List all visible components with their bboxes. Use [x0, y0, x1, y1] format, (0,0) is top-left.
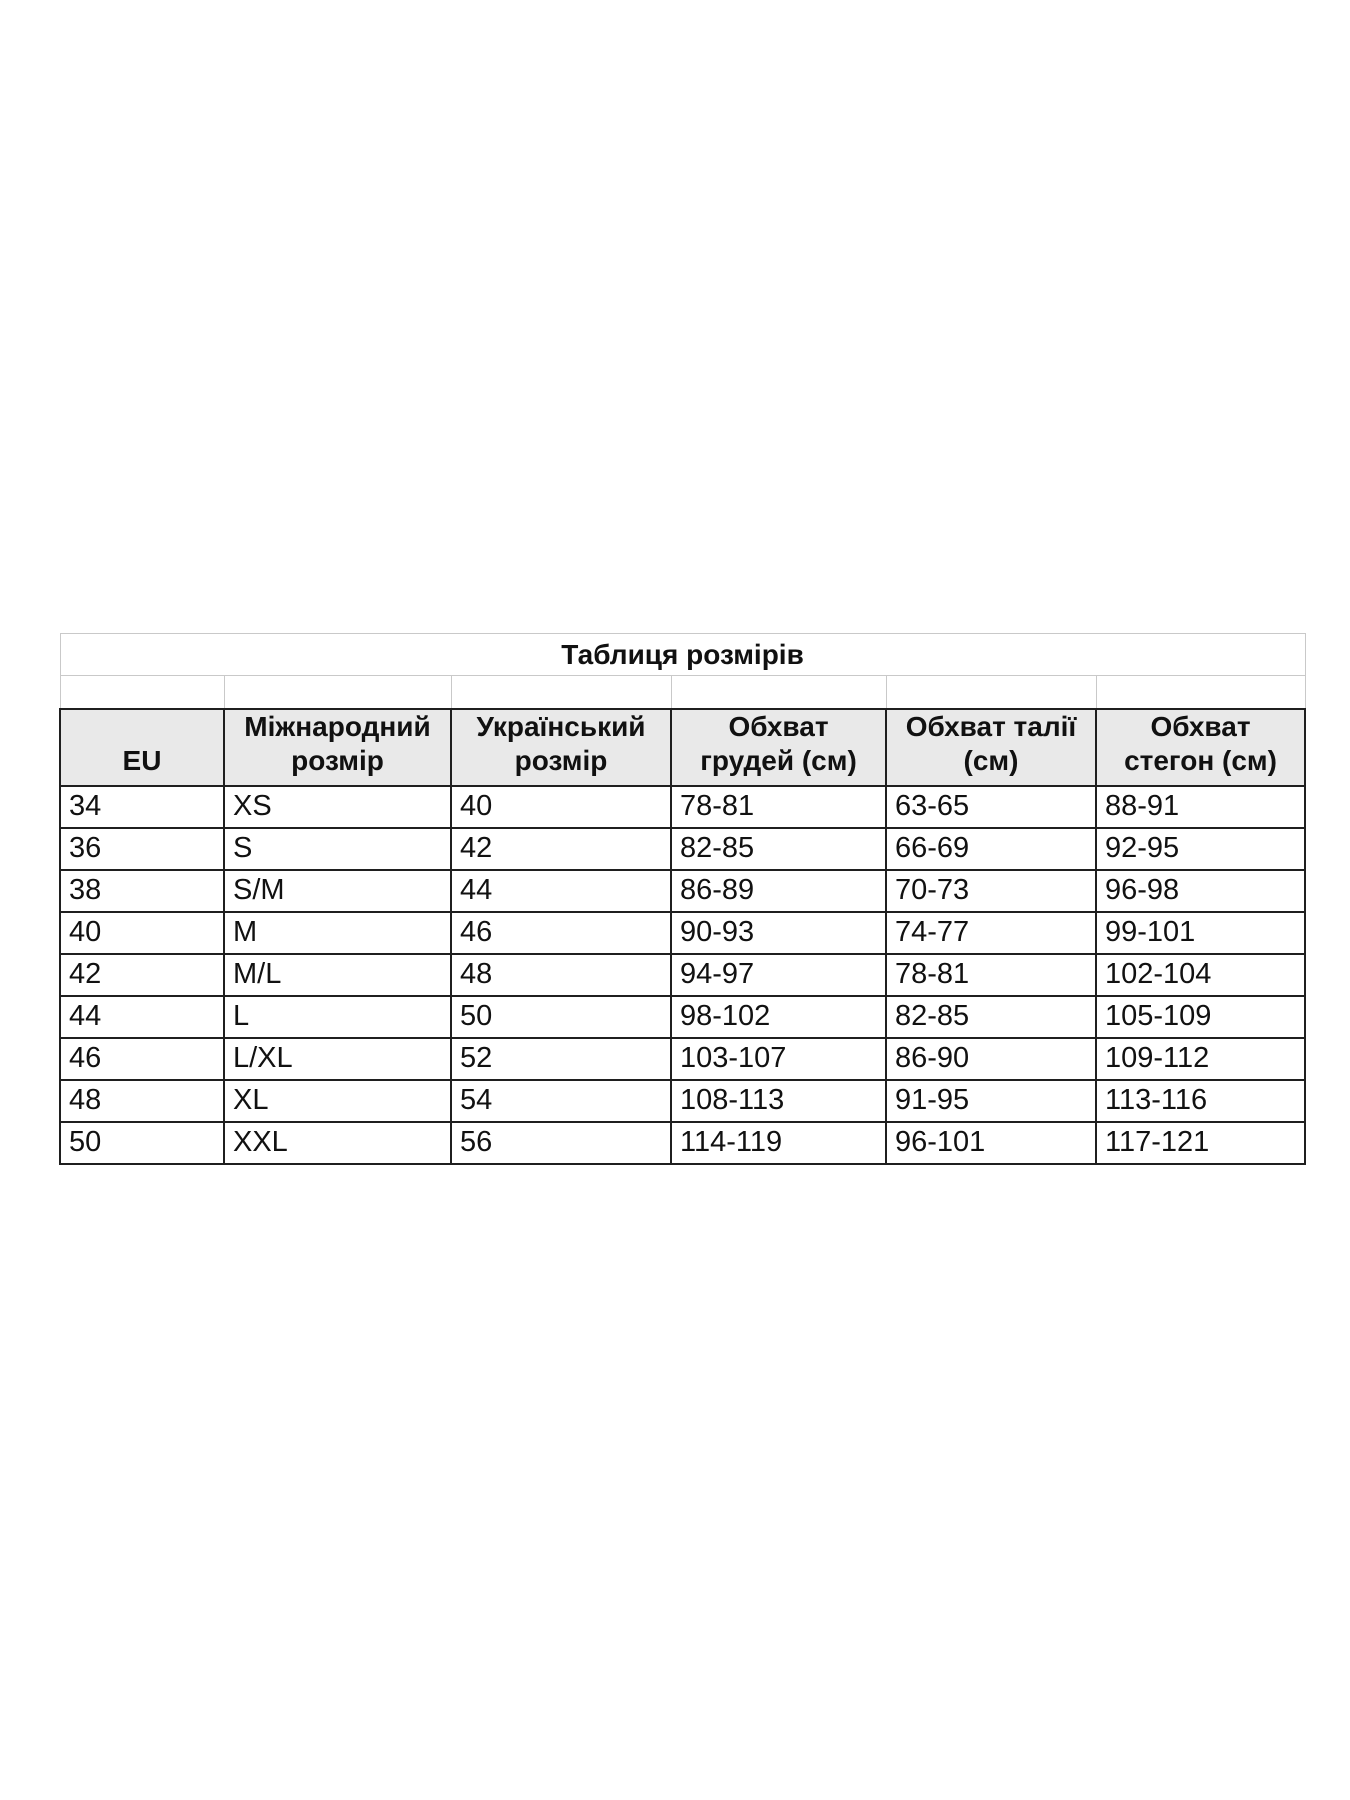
- table-row: [60, 1080, 1305, 1122]
- table-row: [60, 996, 1305, 1038]
- header-line: Обхват: [728, 710, 829, 742]
- table-cell: 103-107: [671, 1038, 886, 1080]
- spacer-cell: [1096, 676, 1305, 709]
- table-cell: 96-98: [1096, 870, 1305, 912]
- table-cell: 50: [451, 996, 671, 1038]
- table-cell: 50: [60, 1122, 224, 1164]
- table-cell: 86-89: [671, 870, 886, 912]
- header-line: Обхват: [1150, 710, 1251, 742]
- table-cell: 42: [451, 828, 671, 870]
- table-cell: 52: [451, 1038, 671, 1080]
- table-cell: 114-119: [671, 1122, 886, 1164]
- header-line: розмір: [514, 744, 608, 776]
- table-cell: 92-95: [1096, 828, 1305, 870]
- table-cell: 86-90: [886, 1038, 1096, 1080]
- table-cell: 46: [451, 912, 671, 954]
- table-cell: 113-116: [1096, 1080, 1305, 1122]
- column-header-ukrainian-size: [451, 709, 671, 786]
- table-cell: 42: [60, 954, 224, 996]
- spacer-cell: [60, 676, 224, 709]
- table-row: [60, 828, 1305, 870]
- spacer-cell: [886, 676, 1096, 709]
- table-cell: L/XL: [224, 1038, 451, 1080]
- table-cell: 78-81: [671, 786, 886, 828]
- column-header-hips: [1096, 709, 1305, 786]
- column-header-waist: [886, 709, 1096, 786]
- table-cell: M/L: [224, 954, 451, 996]
- spacer-cell: [451, 676, 671, 709]
- table-cell: 94-97: [671, 954, 886, 996]
- table-cell: 56: [451, 1122, 671, 1164]
- table-cell: 88-91: [1096, 786, 1305, 828]
- table-cell: 102-104: [1096, 954, 1305, 996]
- table-cell: 44: [451, 870, 671, 912]
- table-cell: 105-109: [1096, 996, 1305, 1038]
- table-cell: S/M: [224, 870, 451, 912]
- table-cell: XL: [224, 1080, 451, 1122]
- header-line: Міжнародний: [244, 710, 431, 742]
- table-row: [60, 870, 1305, 912]
- table-cell: 96-101: [886, 1122, 1096, 1164]
- table-cell: 48: [60, 1080, 224, 1122]
- table-cell: 78-81: [886, 954, 1096, 996]
- table-row: [60, 1038, 1305, 1080]
- table-cell: 98-102: [671, 996, 886, 1038]
- column-header-international-size: [224, 709, 451, 786]
- size-table: [59, 633, 1306, 1165]
- column-header-eu: [60, 709, 224, 786]
- table-cell: 99-101: [1096, 912, 1305, 954]
- table-title-row: [60, 634, 1305, 676]
- column-header-chest: [671, 709, 886, 786]
- table-title: Таблиця розмірів: [60, 634, 1305, 676]
- table-cell: 108-113: [671, 1080, 886, 1122]
- table-cell: 90-93: [671, 912, 886, 954]
- table-cell: 48: [451, 954, 671, 996]
- spacer-row: [60, 676, 1305, 709]
- table-cell: 82-85: [671, 828, 886, 870]
- table-cell: 70-73: [886, 870, 1096, 912]
- header-row: [60, 709, 1305, 786]
- table-cell: 54: [451, 1080, 671, 1122]
- table-cell: 109-112: [1096, 1038, 1305, 1080]
- table-cell: 40: [451, 786, 671, 828]
- header-line: стегон (см): [1124, 744, 1277, 776]
- table-cell: 117-121: [1096, 1122, 1305, 1164]
- table-row: [60, 1122, 1305, 1164]
- table-cell: 74-77: [886, 912, 1096, 954]
- table-cell: 46: [60, 1038, 224, 1080]
- header-line: Обхват талії: [905, 710, 1077, 742]
- header-line: розмір: [291, 744, 384, 776]
- table-cell: 44: [60, 996, 224, 1038]
- table-cell: L: [224, 996, 451, 1038]
- table-cell: 34: [60, 786, 224, 828]
- table-cell: 63-65: [886, 786, 1096, 828]
- table-row: [60, 954, 1305, 996]
- table-row: [60, 912, 1305, 954]
- header-line: (см): [963, 744, 1019, 776]
- table-cell: S: [224, 828, 451, 870]
- table-cell: 40: [60, 912, 224, 954]
- spacer-cell: [224, 676, 451, 709]
- header-line: Український: [476, 710, 646, 742]
- header-line: EU: [122, 744, 162, 776]
- table-cell: 36: [60, 828, 224, 870]
- table-cell: 66-69: [886, 828, 1096, 870]
- table-cell: 38: [60, 870, 224, 912]
- table-cell: XXL: [224, 1122, 451, 1164]
- header-line: грудей (см): [700, 744, 857, 776]
- table-cell: XS: [224, 786, 451, 828]
- table-cell: 91-95: [886, 1080, 1096, 1122]
- table-cell: 82-85: [886, 996, 1096, 1038]
- table-row: [60, 786, 1305, 828]
- table-cell: M: [224, 912, 451, 954]
- spacer-cell: [671, 676, 886, 709]
